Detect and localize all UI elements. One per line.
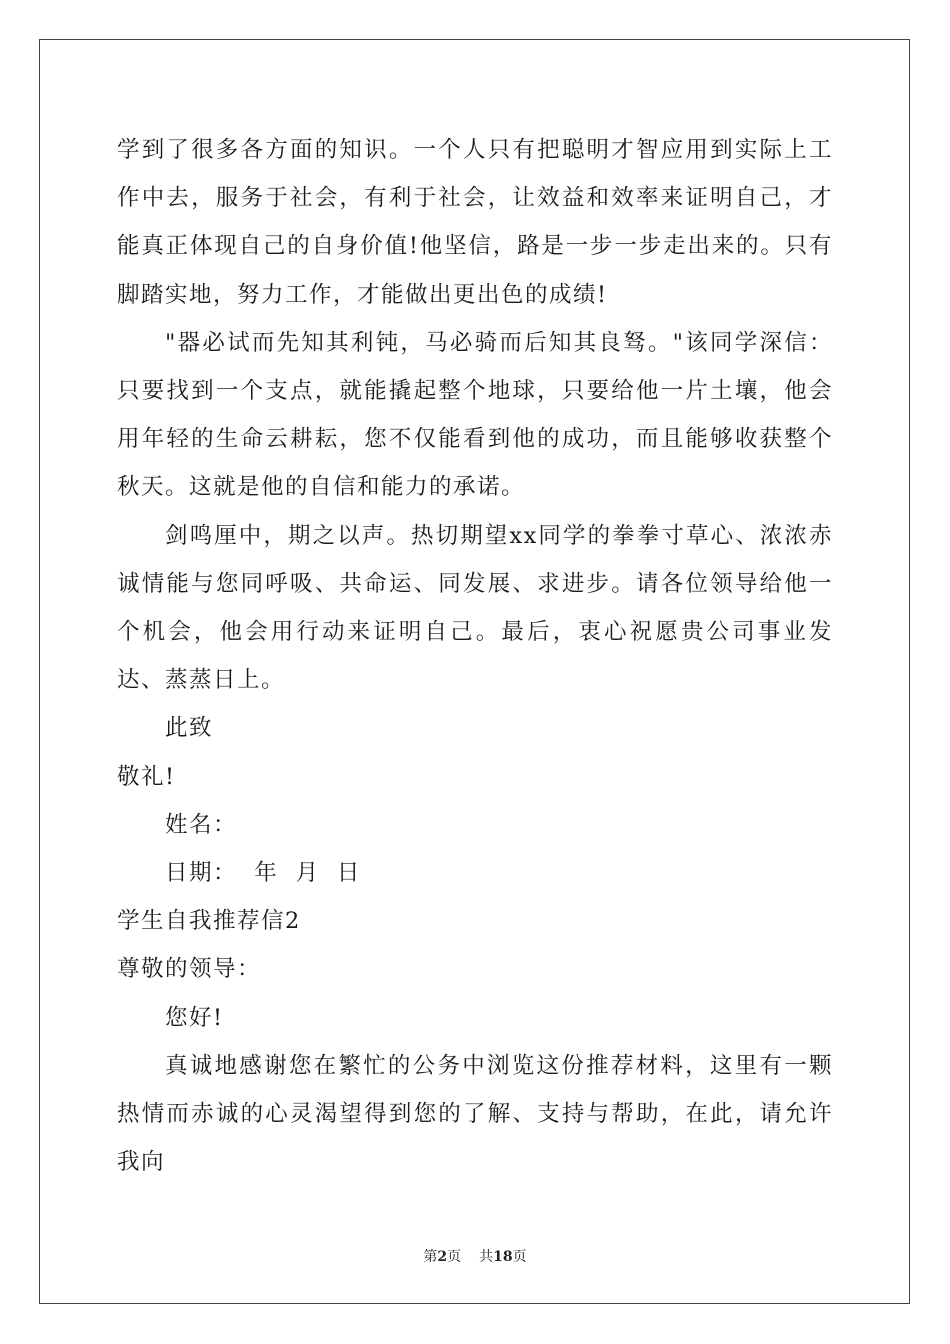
letter-hello: 您好! [165, 1004, 224, 1031]
footer-total-unit: 页 [512, 1249, 527, 1265]
paragraph-knowledge: 学到了很多各方面的知识。一个人只有把聪明才智应用到实际上工作中去，服务于社会，有利于社会，让效益和效率来证明自己，才能真正体现自己的自身价值!他坚信，路是一步一步走出来的。只有脚踏实地，努力工作，才能做出更出色的成绩! [117, 137, 833, 308]
signature-date-line: 日期： 年 月 日 [165, 860, 361, 887]
letter-greeting: 尊敬的领导： [117, 956, 262, 983]
salutation-jingli: 敬礼! [117, 763, 176, 790]
salutation-cizhi: 此致 [165, 715, 214, 742]
paragraph-thanks: 真诚地感谢您在繁忙的公务中浏览这份推荐材料，这里有一颗热情而赤诚的心灵渴望得到您的了解、支持与帮助，在此，请允许我向 [117, 1052, 833, 1176]
paragraph-closing-wish: 剑鸣厘中，期之以声。热切期望xx同学的拳拳寸草心、浓浓赤诚情能与您同呼吸、共命运、同发展、求进步。请各位领导给他一个机会，他会用行动来证明自己。最后，衷心祝愿贵公司事业发达、蒸蒸日上。 [117, 522, 833, 694]
footer-current-page: 2 [437, 1249, 448, 1265]
signature-name-line: 姓名： [165, 811, 238, 838]
footer-total-pages: 18 [493, 1249, 513, 1265]
footer-page-unit: 页 [447, 1249, 462, 1265]
footer-prefix: 第 [423, 1249, 438, 1265]
paragraph-quote: "器必试而先知其利钝，马必骑而后知其良驽。"该同学深信：只要找到一个支点，就能撬起整个地球，只要给他一片土壤，他会用年轻的生命云耕耘，您不仅能看到他的成功，而且能够收获整个秋天。这就是他的自信和能力的承诺。 [117, 329, 833, 501]
letter-title: 学生自我推荐信2 [117, 908, 301, 935]
footer-total-prefix: 共 [479, 1249, 494, 1265]
document-body [117, 126, 833, 1186]
page-footer [0, 1246, 950, 1266]
